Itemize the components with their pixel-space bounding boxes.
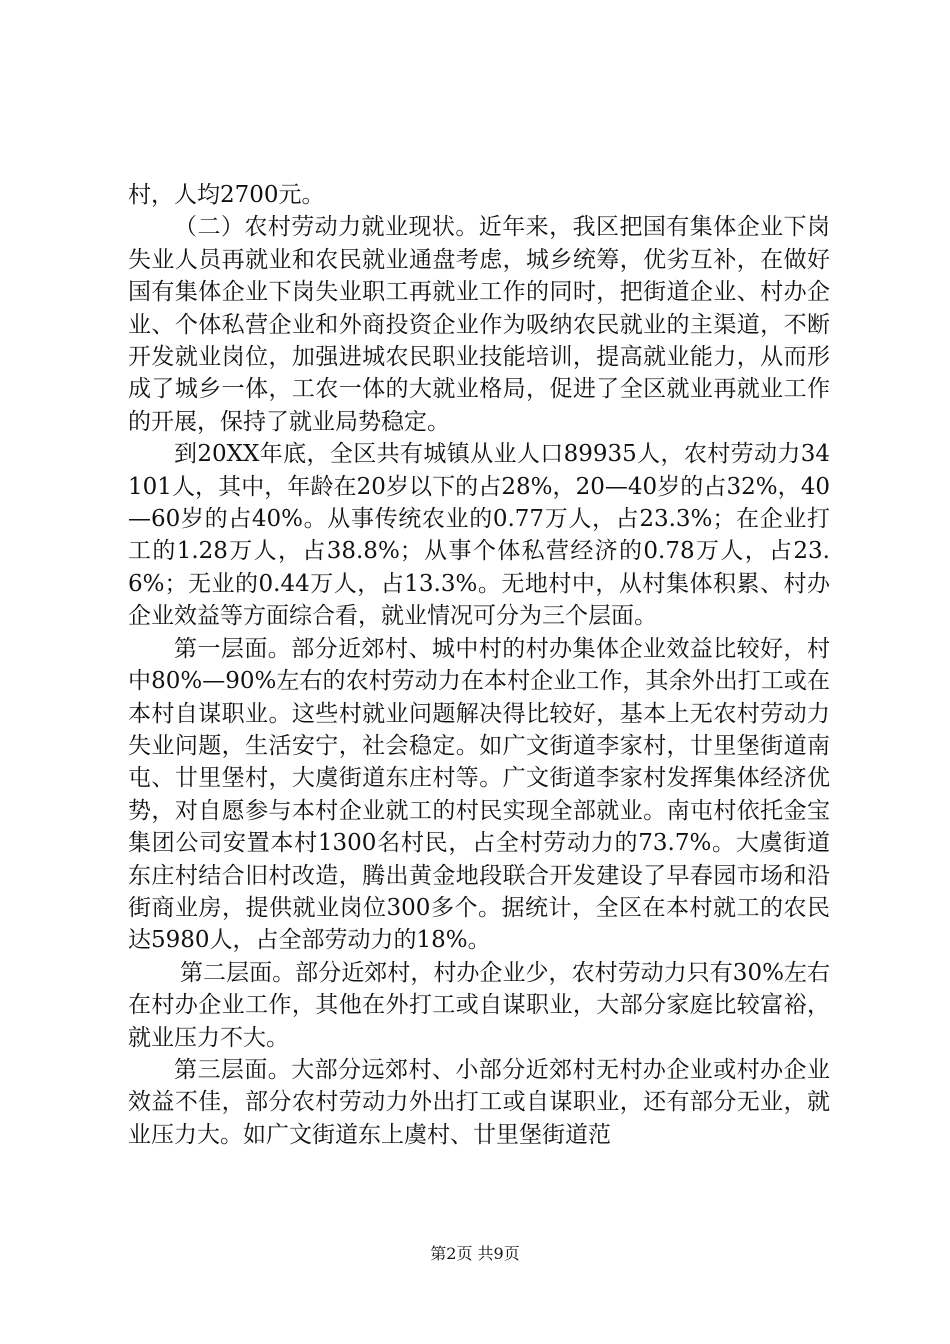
paragraph-statistics: 到20XX年底，全区共有城镇从业人口89935人，农村劳动力34101人，其中，年龄在20岁以下的占28%，20—40岁的占32%，40—60岁的占40%。从事传统农业的0.77万人，占23.3%；在企业打工的1.28万人，占38.8%；从事个体私营经济的0.78万人，占23.6%；无业的0.44万人，占13.3%。无地村中，从村集体积累、村办企业效益等方面综合看，就业情况可分为三个层面。 (128, 441, 830, 630)
paragraph-continuation: 村，人均2700元。 (128, 182, 325, 208)
document-body (128, 179, 830, 1151)
paragraph-employment-status: （二）农村劳动力就业现状。近年来，我区把国有集体企业下岗失业人员再就业和农民就业通盘考虑，城乡统筹，优劣互补，在做好国有集体企业下岗失业职工再就业工作的同时，把街道企业、村办企业、个体私营企业和外商投资企业作为吸纳农民就业的主渠道，不断开发就业岗位，加强进城农民职业技能培训，提高就业能力，从而形成了城乡一体，工农一体的大就业格局，促进了全区就业再就业工作的开展，保持了就业局势稳定。 (128, 214, 830, 435)
paragraph-level-two: 第二层面。部分近郊村，村办企业少，农村劳动力只有30%左右在村办企业工作，其他在外打工或自谋职业，大部分家庭比较富裕，就业压力不大。 (128, 959, 830, 1051)
page-number-footer: 第2页 共9页 (430, 1244, 520, 1263)
paragraph-level-three: 第三层面。大部分远郊村、小部分近郊村无村办企业或村办企业效益不佳，部分农村劳动力外出打工或自谋职业，还有部分无业，就业压力大。如广文街道东上虞村、廿里堡街道范 (128, 1056, 830, 1148)
paragraph-level-one: 第一层面。部分近郊村、城中村的村办集体企业效益比较好，村中80%—90%左右的农村劳动力在本村企业工作，其余外出打工或在本村自谋职业。这些村就业问题解决得比较好，基本上无农村劳动力失业问题，生活安宁，社会稳定。如广文街道李家村，廿里堡街道南屯、廿里堡村，大虞街道东庄村等。广文街道李家村发挥集体经济优势，对自愿参与本村企业就工的村民实现全部就业。南屯村依托金宝集团公司安置本村1300名村民，占全村劳动力的73.7%。大虞街道东庄村结合旧村改造，腾出黄金地段联合开发建设了早春园市场和沿街商业房，提供就业岗位300多个。据统计，全区在本村就工的农民达5980人，占全部劳动力的18%。 (128, 635, 830, 954)
